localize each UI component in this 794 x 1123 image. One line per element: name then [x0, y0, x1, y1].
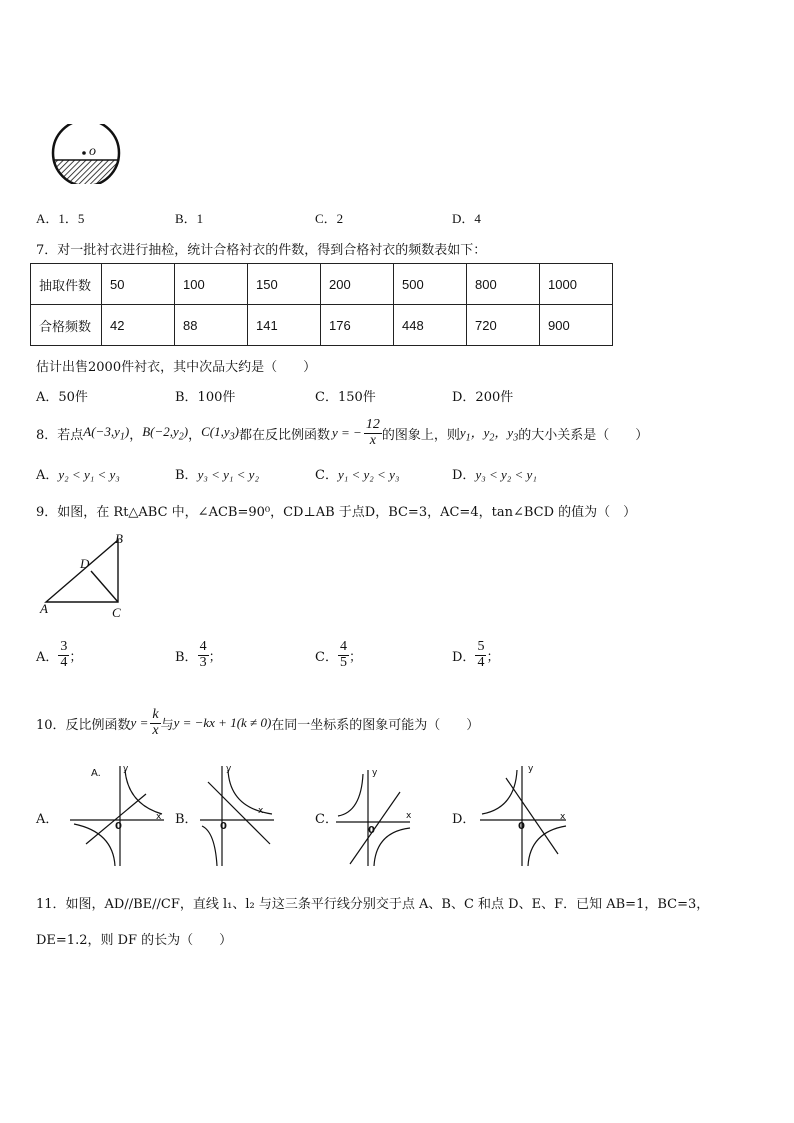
q7-option-a[interactable]: A．50件 [36, 390, 88, 405]
q6-option-a[interactable]: A．1．5 [36, 211, 85, 226]
q8-suffix: 的图象上，则 [381, 427, 460, 443]
label-a: A [40, 601, 48, 616]
q10-option-d[interactable]: D． [452, 812, 476, 827]
fraction-denominator: x [369, 432, 376, 448]
fraction-denominator: x [152, 722, 159, 738]
table-cell: 抽取件数 [31, 264, 102, 305]
graph-b-origin: 0 [220, 821, 227, 832]
graph-c-x: x [406, 811, 412, 821]
q9-option-c[interactable]: C． $\frac{4}{5}$ ； [315, 639, 362, 670]
table-cell: 50 [102, 264, 175, 305]
q8-prefix: 8．若点 [36, 427, 84, 443]
q6-option-b[interactable]: B．1 [175, 211, 204, 226]
circle-figure [48, 124, 128, 184]
q7-option-c[interactable]: C．150件 [315, 390, 376, 405]
fraction-numerator: k [152, 706, 159, 722]
q9-option-d[interactable]: D． $\frac{5}{4}$ ； [452, 639, 500, 670]
q8-stem: 8．若点 $A(-3,y_1)$ ， $B(-2,y_2)$ ， $C(1,y_3)$ 都在反比例函数 y = − $\frac{12}{x}$ 的图象上，则 $y_1$，$y_2$，$y_3$ 的大小关系是（ ） [36, 416, 649, 448]
q10-prefix: 10．反比例函数 [36, 717, 131, 733]
table-cell: 42 [102, 305, 175, 346]
q8-function-lhs: y = − [332, 425, 362, 440]
graph-a-x: x [156, 812, 162, 822]
q7-stem: 7．对一批衬衣进行抽检，统计合格衬衣的件数，得到合格衬衣的频数表如下： [36, 243, 487, 258]
graph-b-x: x [258, 806, 264, 816]
q6-option-d[interactable]: D．4 [452, 211, 481, 226]
q8-ys: $y_1$，$y_2$，$y_3$ [459, 425, 519, 444]
graph-b-y: y [226, 764, 232, 774]
label-c: C [112, 605, 121, 620]
q10-mid: 与 [160, 717, 174, 733]
table-cell: 141 [248, 305, 321, 346]
q8-option-c[interactable]: C．y₁ < y₂ < y₃ [315, 467, 400, 483]
q8-tail: 的大小关系是（ ） [518, 427, 649, 443]
table-cell: 88 [175, 305, 248, 346]
graph-d [478, 762, 570, 868]
q9-stem: 9．如图，在 Rt△ABC 中，∠ACB=90⁰，CD⊥AB 于点D，BC=3，AC=4，tan∠BCD 的值为（ ） [36, 505, 637, 520]
q8-mid: 都在反比例函数 [239, 427, 331, 443]
table-cell: 800 [467, 264, 540, 305]
graph-c [334, 766, 414, 868]
graph-c-origin: 0 [368, 825, 375, 836]
q11-line2: DE=1.2，则 DF 的长为（ ） [36, 933, 233, 948]
q8-point-b: $B(-2,y_2)$ [142, 423, 189, 443]
graph-d-y: y [528, 764, 534, 774]
table-cell: 200 [321, 264, 394, 305]
circle-center-label: o [89, 144, 96, 159]
table-row [31, 264, 613, 305]
table-cell: 900 [540, 305, 613, 346]
q7-option-d[interactable]: D．200件 [452, 390, 514, 405]
frequency-table [30, 263, 613, 346]
table-cell: 100 [175, 264, 248, 305]
q6-option-c[interactable]: C．2 [315, 211, 344, 226]
table-cell: 500 [394, 264, 467, 305]
q7-option-b[interactable]: B．100件 [175, 390, 236, 405]
table-cell: 150 [248, 264, 321, 305]
table-cell: 448 [394, 305, 467, 346]
q7-question: 估计出售2000件衬衣，其中次品大约是（ ） [36, 360, 317, 375]
q8-fraction [364, 418, 382, 448]
graph-d-origin: 0 [518, 821, 525, 832]
label-d: D [80, 556, 90, 571]
table-row [31, 305, 613, 346]
graph-a-origin: 0 [115, 821, 122, 832]
q9-option-a[interactable]: A． $\frac{3}{4}$ ； [36, 639, 83, 670]
q9-option-b[interactable]: B． $\frac{4}{3}$ ； [175, 639, 222, 670]
q10-option-a[interactable]: A． [36, 812, 59, 827]
q8-option-a[interactable]: A．y₂ < y₁ < y₃ [36, 467, 120, 483]
q10-f2: y = −kx + 1(k ≠ 0) [173, 715, 272, 730]
q10-f1-lhs: y = [130, 715, 149, 730]
label-b: B [115, 531, 123, 546]
graph-c-y: y [372, 768, 378, 778]
table-cell: 176 [321, 305, 394, 346]
q11-line1: 11．如图，AD//BE//CF，直线 l₁、l₂ 与这三条平行线分别交于点 A、B、C 和点 D、E、F．已知 AB=1，BC=3， [36, 897, 710, 912]
table-cell: 1000 [540, 264, 613, 305]
q8-option-d[interactable]: D．y₃ < y₂ < y₁ [452, 467, 537, 483]
q8-point-a: $A(-3,y_1)$ [83, 423, 130, 443]
q8-option-b[interactable]: B．y₃ < y₁ < y₂ [175, 467, 259, 483]
graph-a-y: y [123, 764, 129, 774]
graph-a-label: A. [91, 768, 101, 779]
q10-suffix: 在同一坐标系的图象可能为（ ） [271, 717, 480, 733]
q10-option-c[interactable]: C． [315, 812, 338, 827]
q10-f1-fraction [150, 708, 160, 738]
q10-option-b[interactable]: B． [175, 812, 198, 827]
q10-stem [36, 706, 479, 740]
graph-a [68, 762, 168, 868]
table-cell: 720 [467, 305, 540, 346]
fraction-numerator: 12 [365, 416, 380, 432]
table-cell: 合格频数 [31, 305, 102, 346]
q8-point-c: $C(1,y_3)$ [201, 423, 239, 443]
triangle-figure [38, 530, 138, 622]
graph-d-x: x [560, 812, 566, 822]
graph-b [198, 762, 280, 868]
